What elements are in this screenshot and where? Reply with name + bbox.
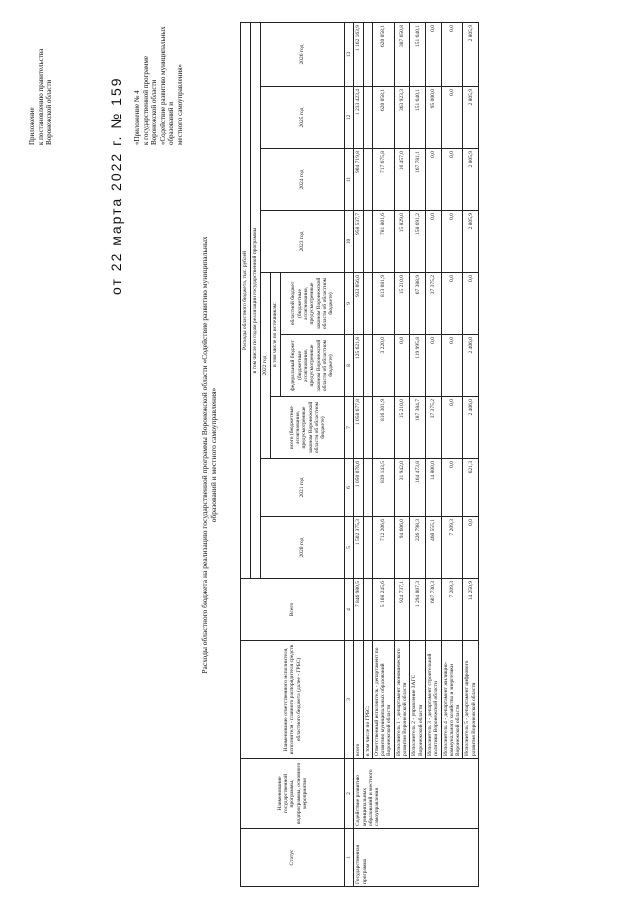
header-2022-total: всего (бюджетные ассигнования, предусмотренные законом Воронежской области об областном бюджете) <box>271 397 345 459</box>
value-cell: 158 691,2 <box>410 211 426 273</box>
value-cell: 67 388,9 <box>410 273 426 335</box>
annex-line: «Приложение № 4 <box>133 90 141 145</box>
status-cell: Государственная программа <box>354 829 479 887</box>
header-status: Статус <box>241 829 345 887</box>
column-index: 6 <box>345 459 354 517</box>
value-cell: 0,0 <box>425 149 441 211</box>
value-cell: 0,0 <box>425 211 441 273</box>
executor-cell: в том числе по ГРБС: <box>363 641 372 759</box>
value-cell: 813 081,9 <box>372 273 394 335</box>
value-cell: 1 050 078,6 <box>354 459 363 517</box>
value-cell <box>363 273 372 335</box>
header-year-2020: 2020 год <box>261 517 345 579</box>
value-cell: 816 301,9 <box>372 397 394 459</box>
value-cell <box>363 397 372 459</box>
value-cell: 839 143,5 <box>372 459 394 517</box>
value-cell <box>363 149 372 211</box>
executor-cell: Исполнитель 4 - департамент жилищно-коммунального хозяйства и энергетики Воронежской области <box>441 641 463 759</box>
value-cell: 0,0 <box>441 397 463 459</box>
header-year-2023: 2023 год <box>261 211 345 273</box>
value-cell: 37 375,2 <box>425 397 441 459</box>
value-cell: 0,0 <box>441 211 463 273</box>
table-row <box>394 22 410 886</box>
value-cell: 151 640,1 <box>410 87 426 149</box>
header-year-2026: 2026 год <box>261 22 345 86</box>
value-cell: 14 800,0 <box>425 459 441 517</box>
value-cell: 125 621,8 <box>354 335 363 397</box>
executor-cell: Исполнитель 5 - департамент цифрового развития Воронежской области <box>463 641 479 759</box>
value-cell: 0,0 <box>463 273 479 335</box>
value-cell: 607 730,3 <box>425 579 441 641</box>
table-row <box>463 22 479 886</box>
table-row <box>354 22 363 886</box>
value-cell: 1 233 423,4 <box>354 87 363 149</box>
value-cell: 712 206,6 <box>372 517 394 579</box>
value-cell: 1 502 375,3 <box>354 517 363 579</box>
value-cell: 3 220,0 <box>372 335 394 397</box>
program-name-cell: Содействие развитию муниципальных образований и местного самоуправления <box>354 759 479 829</box>
value-cell: 15 210,0 <box>394 273 410 335</box>
value-cell: 0,0 <box>425 22 441 86</box>
table-row <box>372 22 394 886</box>
header-year-2024: 2024 год <box>261 149 345 211</box>
value-cell: 958 537,7 <box>354 211 363 273</box>
header-program-name: Наименование государственной программы, подпрограммы, основного мероприятия <box>241 759 345 829</box>
header-total: Всего <box>241 579 345 641</box>
value-cell: 0,0 <box>441 149 463 211</box>
header-by-years: в том числе по годам реализации государственной программы <box>251 22 261 578</box>
value-cell <box>363 22 372 86</box>
column-index: 5 <box>345 517 354 579</box>
value-cell: 15 210,0 <box>394 397 410 459</box>
column-index: 12 <box>345 87 354 149</box>
table-row <box>410 22 426 886</box>
value-cell: 621,3 <box>463 459 479 517</box>
header-federal: федеральный бюджет (бюджетные ассигнования, предусмотренные законом Воронежской области об областном бюджете) <box>281 335 345 397</box>
value-cell: 2 805,9 <box>463 149 479 211</box>
attachment-line: Приложение <box>28 107 36 145</box>
value-cell: 7 209,3 <box>441 517 463 579</box>
value-cell: 167 781,1 <box>410 149 426 211</box>
attachment-note <box>28 25 54 145</box>
budget-table <box>240 22 479 887</box>
document-title: Расходы областного бюджета на реализацию государственной программы Воронежской области «Содействие развитию муниципальных образований и местного самоуправления» <box>200 236 218 674</box>
value-cell: 226 798,3 <box>410 517 426 579</box>
value-cell: 2 805,9 <box>463 211 479 273</box>
value-cell: 933 056,0 <box>354 273 363 335</box>
table-row <box>363 22 372 886</box>
value-cell: 14 250,9 <box>463 579 479 641</box>
value-cell: 460 555,1 <box>425 517 441 579</box>
value-cell: 2 406,0 <box>463 335 479 397</box>
executor-cell: Исполнитель 2 - управление ЗАГС Воронежской области <box>410 641 426 759</box>
value-cell <box>363 579 372 641</box>
value-cell: 31 942,0 <box>394 459 410 517</box>
value-cell <box>363 517 372 579</box>
column-index: 7 <box>345 397 354 459</box>
value-cell: 0,0 <box>394 335 410 397</box>
rotated-document-page <box>10 15 630 895</box>
value-cell: 781 801,6 <box>372 211 394 273</box>
value-cell: 387 650,8 <box>394 22 410 86</box>
column-index: 13 <box>345 22 354 86</box>
value-cell: 904 719,8 <box>354 149 363 211</box>
column-index: 11 <box>345 149 354 211</box>
value-cell: 0,0 <box>463 517 479 579</box>
executor-cell: Ответственный исполнитель - департамент по развитию муниципальных образований Воронежской области <box>372 641 394 759</box>
value-cell: 37 375,2 <box>425 273 441 335</box>
header-year-2021: 2021 год <box>261 459 345 517</box>
value-cell: 620 058,1 <box>372 22 394 86</box>
column-index: 2 <box>345 759 354 829</box>
column-index: 4 <box>345 579 354 641</box>
attachment-line: к постановлению правительства <box>36 48 45 145</box>
value-cell: 94 606,0 <box>394 517 410 579</box>
header-expenses: Расходы областного бюджета, тыс. рублей <box>241 22 251 578</box>
decree-date-number: от 22 марта 2022 г. № 159 <box>108 76 124 295</box>
column-index: 1 <box>345 829 354 887</box>
table-body <box>354 22 479 886</box>
value-cell: 15 829,0 <box>394 211 410 273</box>
value-cell: 7 846 980,5 <box>354 579 363 641</box>
value-cell <box>363 211 372 273</box>
attachment-line: Воронежской области <box>45 79 53 145</box>
value-cell: 0,0 <box>425 335 441 397</box>
value-cell: 0,0 <box>441 87 463 149</box>
value-cell: 95 000,0 <box>425 87 441 149</box>
value-cell: 363 923,3 <box>394 87 410 149</box>
column-index: 9 <box>345 273 354 335</box>
value-cell: 119 995,8 <box>410 335 426 397</box>
value-cell: 620 058,1 <box>372 87 394 149</box>
executor-cell: всего <box>354 641 363 759</box>
value-cell: 0,0 <box>441 22 463 86</box>
value-cell: 2 805,9 <box>463 87 479 149</box>
value-cell: 717 675,8 <box>372 149 394 211</box>
value-cell: 164 473,8 <box>410 459 426 517</box>
value-cell: 0,0 <box>441 273 463 335</box>
header-year-2022: 2022 год <box>261 273 271 459</box>
annex-line: местного самоуправления» <box>175 64 184 145</box>
value-cell: 1 294 807,3 <box>410 579 426 641</box>
column-index-row <box>345 22 354 886</box>
value-cell: 1 162 163,9 <box>354 22 363 86</box>
column-index: 3 <box>345 641 354 759</box>
value-cell: 5 108 245,6 <box>372 579 394 641</box>
value-cell: 16 457,0 <box>394 149 410 211</box>
annex-line: «Содействие развитию муниципальных образований и <box>158 26 175 145</box>
header-year-2025: 2025 год <box>261 87 345 149</box>
column-index: 8 <box>345 335 354 397</box>
value-cell: 1 058 677,8 <box>354 397 363 459</box>
header-executor: Наименование ответственного исполнителя, исполнителя - главного распорядителя средств областного бюджета (далее - ГРБС) <box>241 641 345 759</box>
value-cell <box>363 87 372 149</box>
value-cell: 0,0 <box>441 335 463 397</box>
column-index: 10 <box>345 211 354 273</box>
value-cell: 2 805,9 <box>463 22 479 86</box>
table-row <box>441 22 463 886</box>
executor-cell: Исполнитель 3 - департамент строительной политики Воронежской области <box>425 641 441 759</box>
value-cell: 151 640,1 <box>410 22 426 86</box>
value-cell: 187 384,7 <box>410 397 426 459</box>
annex-line: к государственной программе Воронежской области <box>141 56 158 145</box>
value-cell <box>363 459 372 517</box>
value-cell <box>363 335 372 397</box>
annex-note <box>133 15 184 145</box>
header-regional: областной бюджет (бюджетные ассигнования, предусмотренные законом Воронежской области об областном бюджете) <box>281 273 345 335</box>
value-cell: 0,0 <box>441 459 463 517</box>
value-cell: 924 737,1 <box>394 579 410 641</box>
value-cell: 7 209,3 <box>441 579 463 641</box>
value-cell: 2 406,0 <box>463 397 479 459</box>
table-row <box>425 22 441 886</box>
header-sources: в том числе по источникам: <box>271 273 281 397</box>
executor-cell: Исполнитель 1 - департамент экономического развития Воронежской области <box>394 641 410 759</box>
